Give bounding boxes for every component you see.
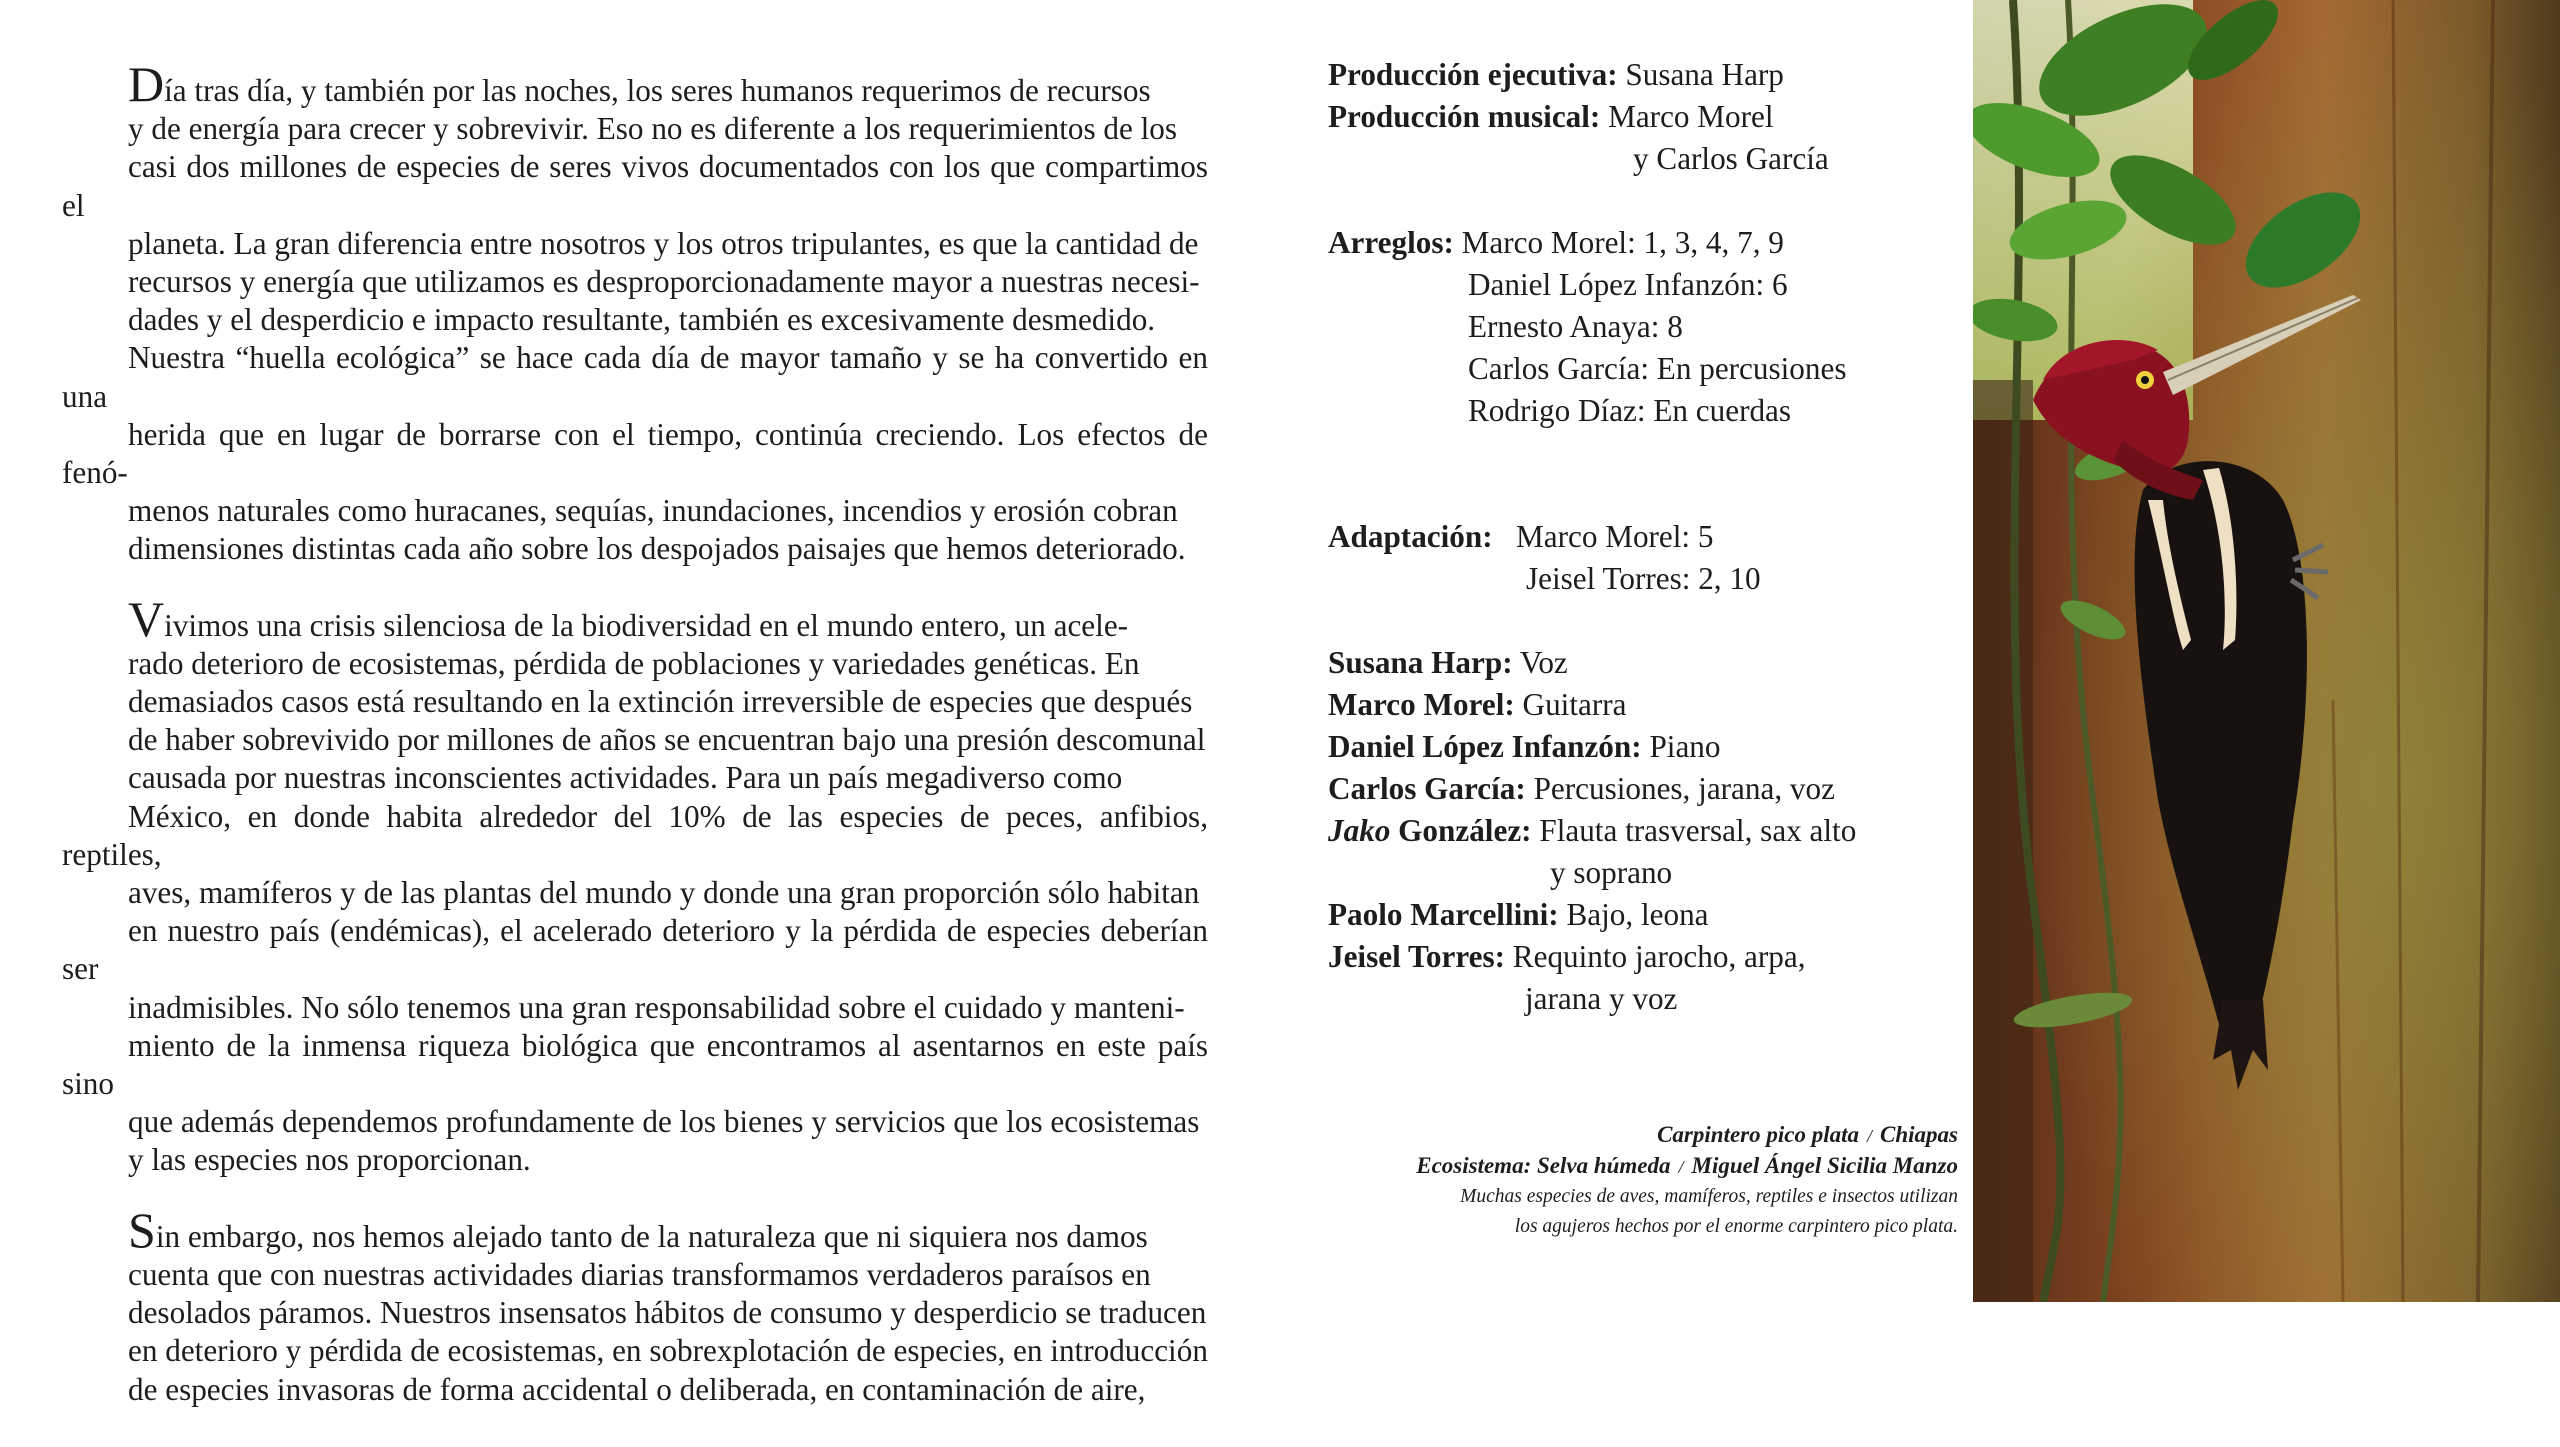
text-line: de haber sobrevivido por millones de años se encuentran bajo una presión descomunal — [128, 722, 1206, 758]
text-line: ía tras día, y también por las noches, los seres humanos requerimos de recursos — [164, 73, 1151, 108]
photo-caption — [1238, 1120, 1958, 1242]
credit-value: Marco Morel — [1608, 99, 1774, 134]
musician-role: Bajo, leona — [1566, 897, 1709, 932]
essay-paragraph-1 — [62, 56, 1208, 569]
text-line: de especies invasoras de forma accidental o deliberada, en contaminación de aire, — [128, 1371, 1146, 1407]
credit-arrangement-item: Carlos García: En percusiones — [1468, 351, 1847, 386]
credit-label: Producción ejecutiva: — [1328, 57, 1618, 92]
text-line: herida que en lugar de borrarse con el tiempo, continúa creciendo. Los efectos de fenó- — [62, 416, 1208, 491]
musician-role: Requinto jarocho, arpa, — [1512, 939, 1806, 974]
credit-value: Susana Harp — [1625, 57, 1784, 92]
text-line: causada por nuestras inconscientes actividades. Para un país megadiverso como — [128, 760, 1123, 796]
credit-value: Marco Morel: 1, 3, 4, 7, 9 — [1461, 225, 1784, 260]
credit-label: Producción musical: — [1328, 99, 1601, 134]
credit-adaptation-item: Jeisel Torres: 2, 10 — [1526, 561, 1761, 596]
credit-executive-production — [1328, 54, 1948, 96]
musician-name: Jeisel Torres: — [1328, 939, 1505, 974]
essay-text — [62, 56, 1208, 1447]
credit-label: Arreglos: — [1328, 225, 1454, 260]
text-line: dades y el desperdicio e impacto resultante, también es excesivamente desmedido. — [128, 302, 1156, 338]
text-line: cuenta que con nuestras actividades diarias transformamos verdaderos paraísos en — [128, 1256, 1151, 1292]
musician-name: Paolo Marcellini: — [1328, 897, 1559, 932]
musician-name: Carlos García: — [1328, 771, 1526, 806]
essay-paragraph-2 — [62, 590, 1208, 1180]
caption-ecosystem-line — [1238, 1151, 1958, 1182]
text-line: ivimos una crisis silenciosa de la biodiversidad en el mundo entero, un acele- — [164, 607, 1129, 643]
caption-separator: / — [1867, 1126, 1873, 1146]
musician-name: Susana Harp: — [1328, 645, 1513, 680]
musician-name: Daniel López Infanzón: — [1328, 729, 1642, 764]
musician-row — [1328, 936, 1948, 978]
musician-role: Percusiones, jarana, voz — [1533, 771, 1835, 806]
text-line: que además dependemos profundamente de los bienes y servicios que los ecosistemas — [128, 1104, 1200, 1140]
musician-row — [1328, 810, 1948, 852]
musician-role: Flauta trasversal, sax alto — [1539, 813, 1857, 848]
musician-name-italic: Jako — [1328, 813, 1391, 848]
text-line: inadmisibles. No sólo tenemos una gran responsabilidad sobre el cuidado y manteni- — [128, 989, 1185, 1025]
credit-arrangement-item: Rodrigo Díaz: En cuerdas — [1468, 393, 1792, 428]
text-line: miento de la inmensa riqueza biológica que encontramos al asentarnos en este país sino — [62, 1027, 1208, 1102]
musician-row — [1328, 894, 1948, 936]
woodpecker-illustration — [1973, 0, 2560, 1302]
musician-role-cont: y soprano — [1550, 855, 1673, 890]
text-line: planeta. La gran diferencia entre nosotros y los otros tripulantes, es que la cantidad de — [128, 225, 1199, 261]
musician-name: Marco Morel: — [1328, 687, 1515, 722]
caption-description: Muchas especies de aves, mamíferos, reptiles e insectos utilizan — [1460, 1186, 1958, 1207]
text-line: demasiados casos está resultando en la extinción irreversible de especies que después — [128, 684, 1193, 720]
musician-row — [1328, 768, 1948, 810]
caption-species: Carpintero pico plata — [1657, 1122, 1859, 1147]
caption-description: los agujeros hechos por el enorme carpintero pico plata. — [1514, 1216, 1958, 1237]
musician-role: Guitarra — [1522, 687, 1627, 722]
woodpecker-photo — [1973, 0, 2560, 1302]
text-line: menos naturales como huracanes, sequías, inundaciones, incendios y erosión cobran — [128, 493, 1178, 529]
dropcap: D — [128, 56, 165, 112]
text-line: y de energía para crecer y sobrevivir. Eso no es diferente a los requerimientos de los — [128, 111, 1178, 147]
text-line: Nuestra “huella ecológica” se hace cada día de mayor tamaño y se ha convertido en una — [62, 340, 1208, 414]
musician-row — [1328, 642, 1948, 684]
credit-arrangement-item: Ernesto Anaya: 8 — [1468, 309, 1683, 344]
text-line: desolados páramos. Nuestros insensatos hábitos de consumo y desperdicio se traducen — [128, 1295, 1207, 1331]
text-line: en deterioro y pérdida de ecosistemas, en sobrexplotación de especies, en introducción — [128, 1333, 1208, 1369]
text-line: casi dos millones de especies de seres vivos documentados con los que compartimos el — [62, 149, 1208, 223]
album-credits — [1328, 54, 1948, 1020]
credit-value: Marco Morel: 5 — [1516, 519, 1714, 554]
musician-role: Piano — [1649, 729, 1721, 764]
text-line: aves, mamíferos y de las plantas del mundo y donde una gran proporción sólo habitan — [128, 875, 1200, 911]
dropcap: V — [128, 590, 165, 647]
text-line: rado deterioro de ecosistemas, pérdida de poblaciones y variedades genéticas. En — [128, 645, 1140, 681]
text-line: dimensiones distintas cada año sobre los despojados paisajes que hemos deteriorado. — [128, 531, 1186, 567]
text-line: México, en donde habita alrededor del 10% de las especies de peces, anfibios, reptiles, — [62, 798, 1208, 872]
credit-musical-production-cont: y Carlos García — [1633, 141, 1829, 176]
essay-paragraph-3 — [62, 1201, 1208, 1409]
musician-row — [1328, 726, 1948, 768]
musician-row — [1328, 684, 1948, 726]
text-line: en nuestro país (endémicas), el acelerado deterioro y la pérdida de especies deberían ser — [62, 913, 1208, 987]
musician-role-cont: jarana y voz — [1525, 981, 1678, 1016]
caption-ecosystem: Ecosistema: Selva húmeda — [1416, 1153, 1671, 1178]
caption-separator: / — [1678, 1157, 1684, 1177]
musician-name: González: — [1390, 813, 1532, 848]
caption-title-line — [1238, 1120, 1958, 1151]
text-line: in embargo, nos hemos alejado tanto de la naturaleza que ni siquiera nos damos — [155, 1218, 1148, 1254]
text-line: y las especies nos proporcionan. — [128, 1142, 531, 1178]
caption-photographer: Miguel Ángel Sicilia Manzo — [1691, 1153, 1958, 1178]
dropcap: S — [128, 1201, 156, 1258]
credit-arrangement-item: Daniel López Infanzón: 6 — [1468, 267, 1788, 302]
text-line: recursos y energía que utilizamos es desproporcionadamente mayor a nuestras necesi- — [128, 264, 1200, 300]
musician-role: Voz — [1519, 645, 1568, 680]
credit-arrangements — [1328, 222, 1948, 264]
credit-musical-production — [1328, 96, 1948, 138]
credit-adaptation — [1328, 516, 1948, 558]
caption-region: Chiapas — [1880, 1122, 1958, 1147]
credit-label: Adaptación: — [1328, 519, 1493, 554]
